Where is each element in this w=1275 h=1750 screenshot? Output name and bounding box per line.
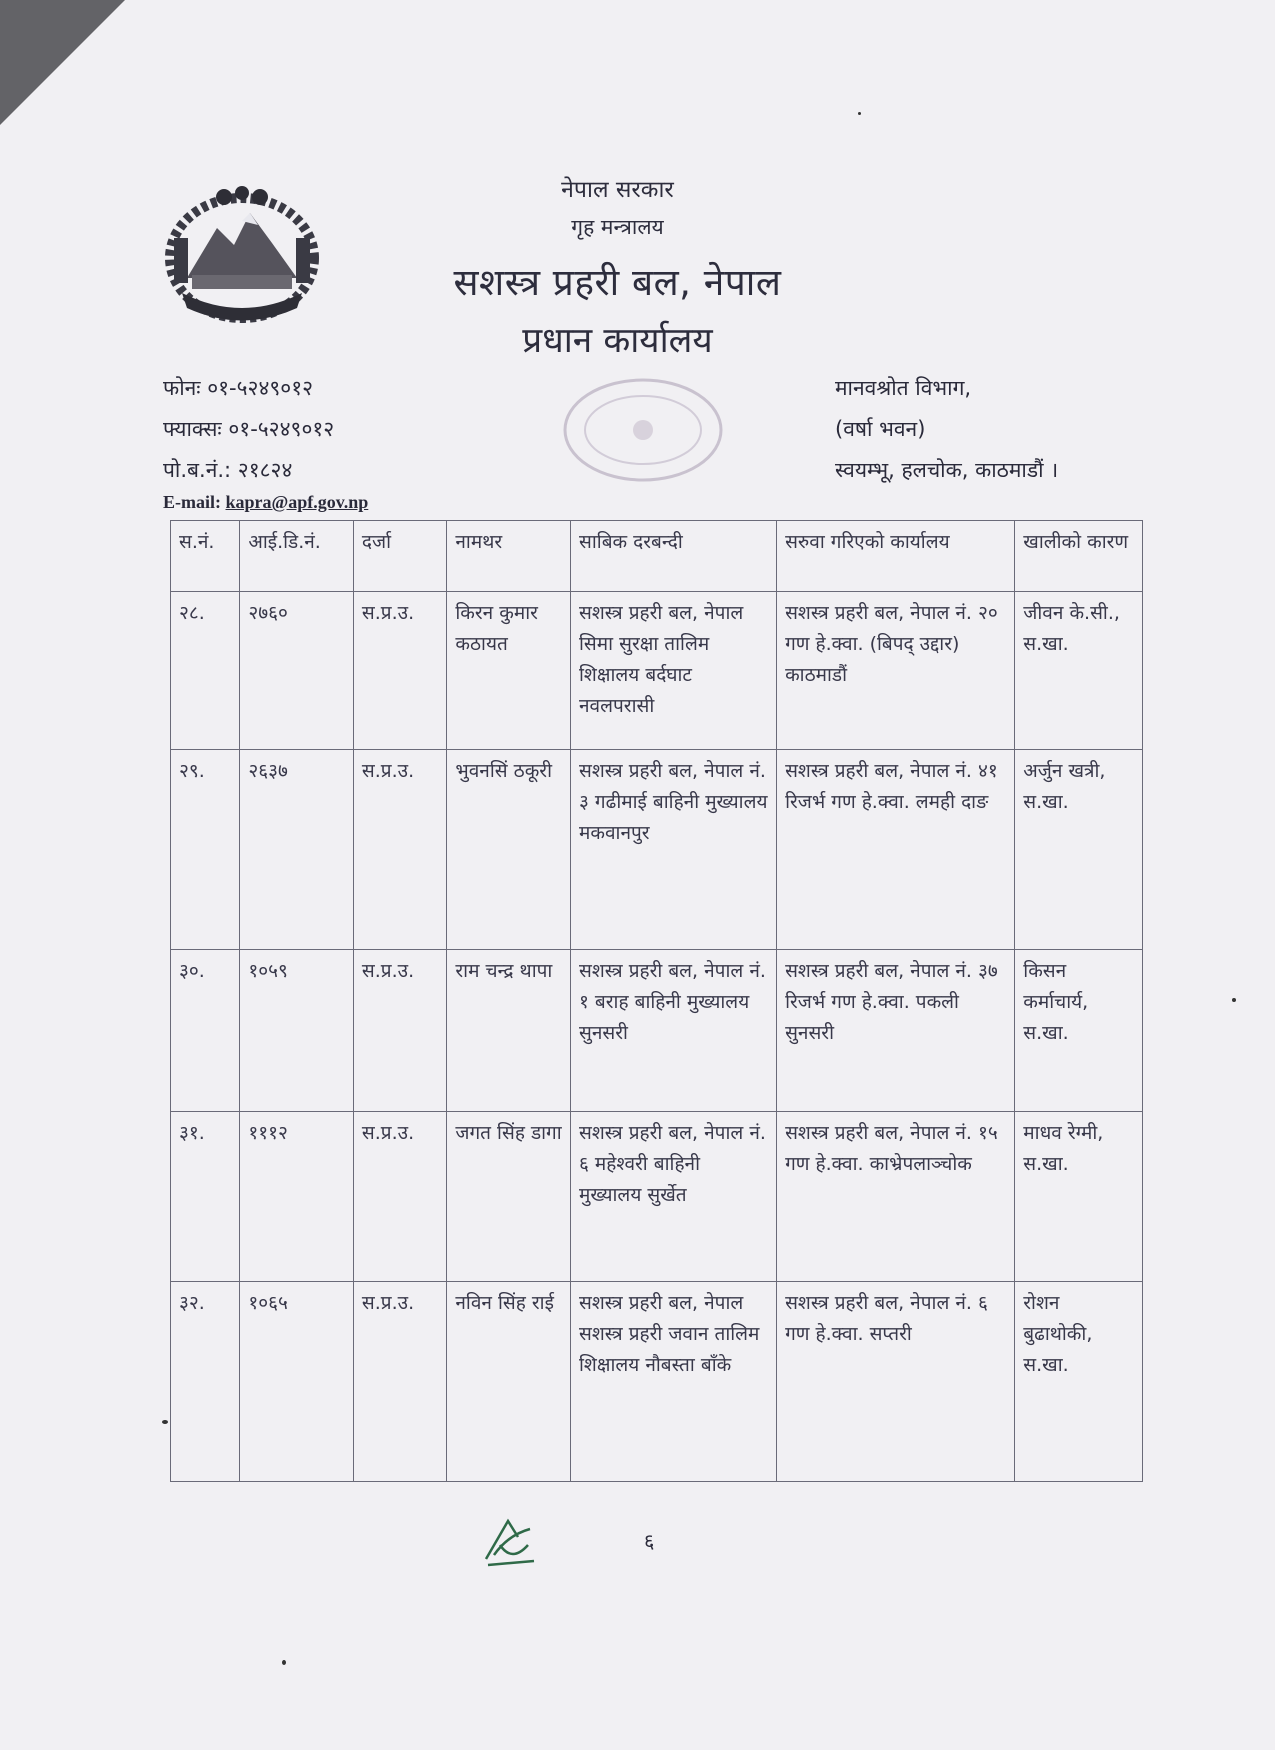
office-address: स्वयम्भू, हलचोक, काठमाडौं । [835,458,1059,482]
cell-transferred-office: सशस्त्र प्रहरी बल, नेपाल नं. ४१ रिजर्भ गण हे.क्वा. लमही दाङ [777,750,1015,950]
scan-speck [282,1660,286,1665]
cell-vacancy-reason: किसन कर्माचार्य, स.खा. [1015,950,1143,1112]
transfer-table [170,520,1143,1482]
cell-previous-post: सशस्त्र प्रहरी बल, नेपाल नं. ३ गढीमाई बाहिनी मुख्यालय मकवानपुर [571,750,777,950]
contact-left [163,368,334,491]
cell-id: २७६० [240,592,354,750]
cell-serial: २९. [171,750,240,950]
cell-transferred-office: सशस्त्र प्रहरी बल, नेपाल नं. ६ गण हे.क्वा. सप्तरी [777,1282,1015,1482]
cell-serial: २८. [171,592,240,750]
scan-corner-fold [0,0,125,125]
cell-rank: स.प्र.उ. [353,1112,446,1282]
cell-id: १०५९ [240,950,354,1112]
phone-number: फोनः ०१-५२४९०१२ [163,376,314,400]
header-vacancy-reason: खालीको कारण [1015,521,1143,592]
cell-name: किरन कुमार कठायत [447,592,571,750]
cell-rank: स.प्र.उ. [353,950,446,1112]
office-stamp-icon [548,372,738,487]
cell-vacancy-reason: रोशन बुढाथोकी, स.खा. [1015,1282,1143,1482]
table-row [171,1282,1143,1482]
fax-number: फ्याक्सः ०१-५२४९०१२ [163,417,335,441]
cell-rank: स.प्र.उ. [353,1282,446,1482]
cell-vacancy-reason: जीवन के.सी., स.खा. [1015,592,1143,750]
office-title: प्रधान कार्यालय [522,321,713,361]
cell-name: नविन सिंह राई [447,1282,571,1482]
table-row [171,750,1143,950]
cell-serial: ३१. [171,1112,240,1282]
header-serial: स.नं. [171,521,240,592]
cell-transferred-office: सशस्त्र प्रहरी बल, नेपाल नं. १५ गण हे.क्वा. काभ्रेपलाञ्चोक [777,1112,1015,1282]
organization-title: सशस्त्र प्रहरी बल, नेपाल [453,261,782,304]
table-row [171,1112,1143,1282]
email-line [163,492,368,513]
header-previous-post: साबिक दरबन्दी [571,521,777,592]
cell-rank: स.प्र.उ. [353,592,446,750]
cell-name: राम चन्द्र थापा [447,950,571,1112]
header-name: नामथर [447,521,571,592]
cell-previous-post: सशस्त्र प्रहरी बल, नेपाल नं. ६ महेश्वरी बाहिनी मुख्यालय सुर्खेत [571,1112,777,1282]
cell-transferred-office: सशस्त्र प्रहरी बल, नेपाल नं. ३७ रिजर्भ गण हे.क्वा. पकली सुनसरी [777,950,1015,1112]
building-name: (वर्षा भवन) [835,417,926,441]
cell-rank: स.प्र.उ. [353,750,446,950]
cell-id: १०६५ [240,1282,354,1482]
cell-serial: ३२. [171,1282,240,1482]
email-label: E-mail: [163,492,221,512]
header-rank: दर्जा [353,521,446,592]
table-row [171,950,1143,1112]
department-name: मानवश्रोत विभाग, [835,376,972,400]
cell-serial: ३०. [171,950,240,1112]
cell-id: १११२ [240,1112,354,1282]
header-id: आई.डि.नं. [240,521,354,592]
scan-speck [858,112,861,115]
page-number: ६ [644,1529,655,1553]
contact-right [835,368,1058,491]
cell-previous-post: सशस्त्र प्रहरी बल, नेपाल सशस्त्र प्रहरी जवान तालिम शिक्षालय नौबस्ता बाँके [571,1282,777,1482]
table-header-row [171,521,1143,592]
cell-previous-post: सशस्त्र प्रहरी बल, नेपाल नं. १ बराह बाहिनी मुख्यालय सुनसरी [571,950,777,1112]
cell-vacancy-reason: अर्जुन खत्री, स.खा. [1015,750,1143,950]
email-link[interactable]: kapra@apf.gov.np [225,492,369,512]
government-title: नेपाल सरकार [561,177,674,203]
table-row [171,592,1143,750]
ministry-title: गृह मन्त्रालय [571,215,664,239]
cell-name: भुवनसिं ठकूरी [447,750,571,950]
cell-id: २६३७ [240,750,354,950]
scan-speck [1232,998,1236,1002]
cell-name: जगत सिंह डागा [447,1112,571,1282]
header-transferred-office: सरुवा गरिएको कार्यालय [777,521,1015,592]
scan-speck [162,1420,168,1424]
cell-vacancy-reason: माधव रेग्मी, स.खा. [1015,1112,1143,1282]
po-box: पो.ब.नं.: २१८२४ [163,458,293,482]
cell-transferred-office: सशस्त्र प्रहरी बल, नेपाल नं. २० गण हे.क्वा. (बिपद् उद्दार) काठमाडौं [777,592,1015,750]
cell-previous-post: सशस्त्र प्रहरी बल, नेपाल सिमा सुरक्षा तालिम शिक्षालय बर्दघाट नवलपरासी [571,592,777,750]
signature-icon [478,1515,540,1570]
